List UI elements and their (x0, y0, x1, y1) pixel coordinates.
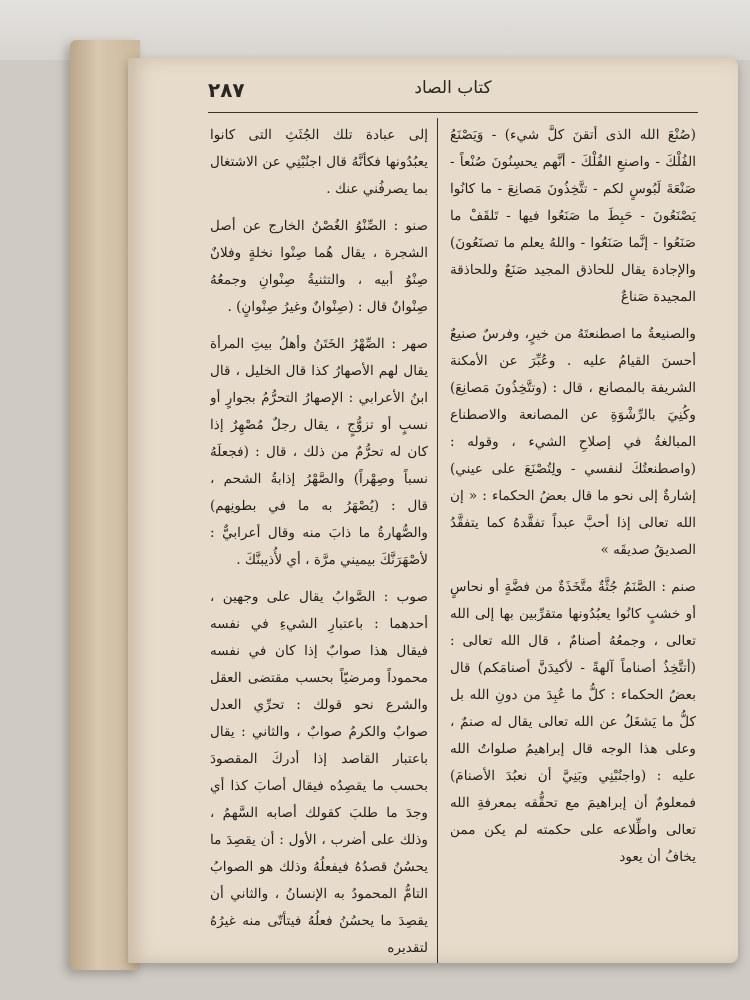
paragraph-text: والصنيعةُ ما اصطنعتَهُ من خيرٍ، وفرسٌ صنيعٌ أحسنَ القيامُ عليه . وعُبِّرَ عن الأمكنة الشريفة بالمصانع ، قال : (وتتَّخِذُونَ مَصانِعَ) وكُنِيَ بالرِّشْوَةِ عن المصانعة والاصطناع المبالغةُ في إصلاحِ الشيء ، وقوله : (واصطنعتُكَ لنفسي - ولِتُصْنَعَ على عيني) إشارةٌ إلى نحو ما قال بعضُ الحكماء : « إن الله تعالى إذا أحبَّ عبداً تفقَّدهُ كما يتفقَّدُ الصديقُ صديقَه » (450, 326, 696, 558)
paragraph (210, 331, 428, 574)
paragraph (450, 574, 696, 871)
paragraph (450, 122, 696, 311)
paragraph (210, 122, 428, 203)
page-header (208, 78, 698, 108)
paragraph-text: صنم : الصَّنَمُ جُثَّةٌ متَّخَذَةٌ من فضَّةٍ أو نحاسٍ أو خشبٍ كانُوا يعبُدُونها متقرِّبين بها إلى الله تعالى ، وجمعُهُ أصنامٌ ، قال الله تعالى : (أتتَّخِذُ أصناماً آلهةً - لأكيدَنَّ أصنامَكم) قال بعضُ الحكماء : كلُّ ما عُبِدَ من دونِ الله بل كلُّ ما يَشغَلُ عن الله تعالى يقال له صنمٌ ، وعلى هذا الوجه قال إبراهيمُ صلواتُ الله عليه : (واجنُبْنِي وبَنِيَّ أن نعبُدَ الأصنامَ) فمعلومٌ أن إبراهيمَ مع تحقُّقه بمعرفةِ الله تعالى واطِّلاعه على حكمته لم يكن ممن يخافُ أن يعود (450, 579, 696, 865)
paragraph-text: صنو : الصِّنْوُ الغُصْنُ الخارج عن أصل الشجرة ، يقال هُما صِنْوا نخلةٍ وفلانٌ صِنْوُ أبيه ، والتثنيةُ صِنْوانِ وجمعُهُ صِنْوانٌ قال : (صِنْوانٌ وغيرُ صِنْوانٍ) . (210, 218, 428, 315)
paragraph-text: (صُنْعَ الله الذى أتقنَ كلَّ شيء) - وَيَصْنَعُ الفُلْكَ - واصنعِ الفُلْكَ - أنَّهم يحسِنُونَ صُنْعاً - صَنْعَةَ لَبُوسٍ لكم - تتَّخِذُونَ مَصانِعَ - ما كانُوا يَصْنَعُونَ - حَبِطَ ما صَنَعُوا فيها - تَلقَفْ ما صَنَعُوا - إنَّما صَنَعُوا - واللهُ يعلم ما تصنَعُونَ) والإجادة يقال للحاذق المجيد صَنَعٌ وللحاذقة المجيدة صَناعٌ (450, 127, 696, 305)
book-page (128, 58, 738, 963)
paragraph-text: صوب : الصَّوابُ يقال على وجهين ، أحدهما : باعتبارِ الشيءِ في نفسه فيقال هذا صوابٌ إذا كان في نفسه محموداً ومرضيّاً بحسب مقتضى العقل والشرع نحو قولك : تحرِّي العدل صوابٌ والكرمُ صوابٌ ، والثاني : يقال باعتبار القاصد إذا أدركَ المقصودَ بحسب ما يقصِدُه فيقال أصابَ كذا أي وجدَ ما طلبَ كقولك أصابه السَّهمُ ، وذلك على أضرب ، الأول : أن يقصِدَ ما يحسُنُ قصدُهُ فيفعلُهُ وذلك هو الصوابُ التامُّ المحمودُ به الإنسانُ ، والثاني أن يقصِدَ ما يحسُنُ فعلُهُ فيتأتّى منه غيرُهُ لتقديره (210, 589, 428, 956)
paragraph-text: إلى عبادة تلك الجُثَثِ التى كانوا يعبُدُونها فكأنَّهُ قال اجنُبْنِي عن الاشتغال بما يصرفُني عنك . (210, 127, 428, 197)
paragraph (210, 213, 428, 321)
paragraph (450, 321, 696, 564)
paragraph-text: صهر : الصِّهْرُ الخَتَنُ وأهلُ بيتِ المرأة يقال لهم الأصهارُ كذا قال الخليل ، قال ابنُ الأعرابي : الإصهارُ التحرُّمُ بجوارٍ أو نسبٍ أو تزوُّجٍ ، يقال رجلٌ مُصْهِرٌ إذا كان له تحرُّمٌ من ذلك ، قال : (فجعلَهُ نسباً وصِهْراً) والصَّهْرُ إذابةُ الشحم ، قال : (يُصْهَرُ به ما في بطونِهم) والصُّهارةُ ما ذابَ منه وقال أعرابيٌّ : لأصْهَرَنَّكَ بيميني مرَّة ، أي لأُذيبنَّكَ . (210, 336, 428, 568)
column-divider (437, 118, 438, 963)
left-column (210, 122, 428, 962)
header-rule (208, 112, 698, 113)
running-title: كتاب الصاد (414, 78, 492, 98)
right-column (450, 122, 696, 962)
page-number: ٢٨٧ (208, 78, 245, 102)
paragraph (210, 584, 428, 962)
